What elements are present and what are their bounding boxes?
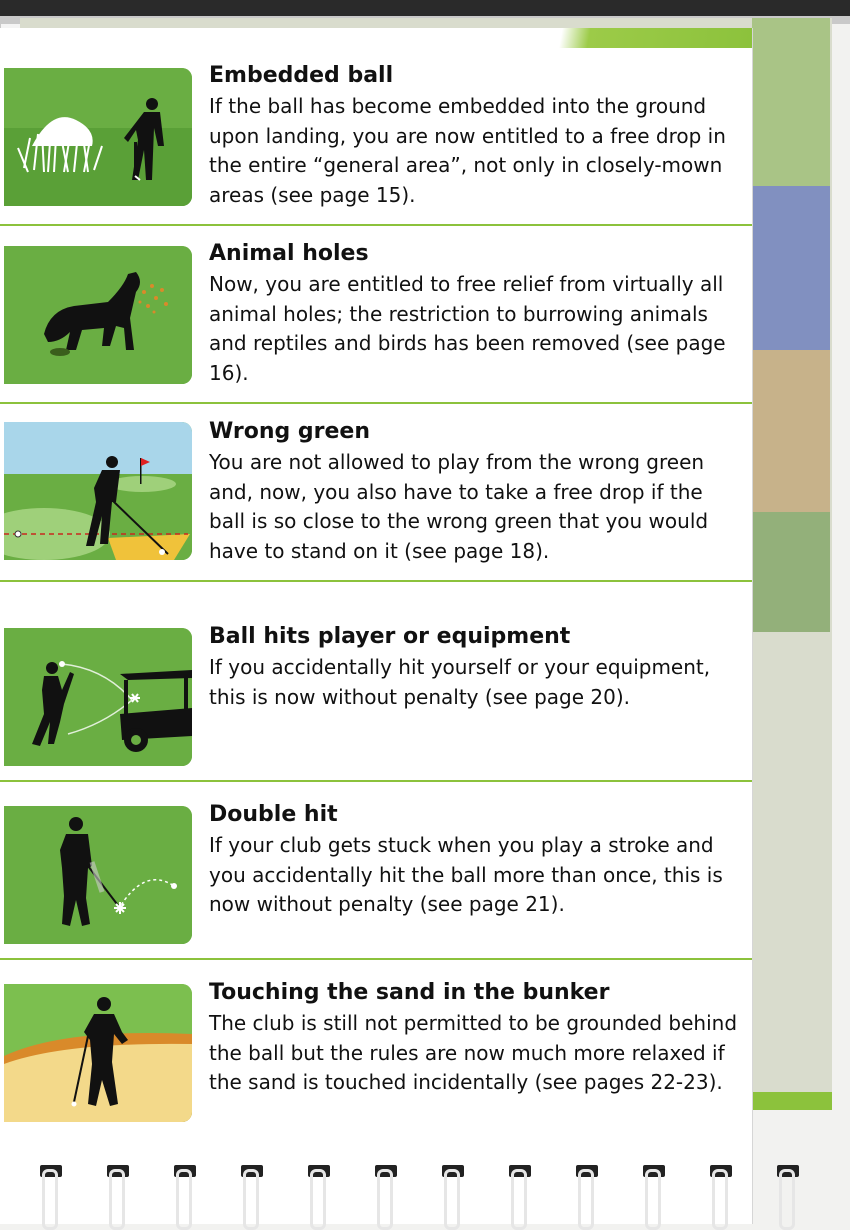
binding-ring bbox=[438, 1165, 466, 1224]
binding-ring bbox=[103, 1165, 131, 1224]
rule-entry-embedded-ball bbox=[0, 48, 752, 226]
entry-text: If your club gets stuck when you play a stroke and you accidentally hit the ball more than once, this is now without penalty (see page 21). bbox=[209, 833, 723, 916]
entry-text: If the ball has become embedded into the ground upon landing, you are now entitled to a free drop in the entire “general area”, not only in closely-mown areas (see page 15). bbox=[209, 94, 726, 207]
embedded-ball-icon bbox=[4, 68, 192, 206]
rule-entry-animal-holes bbox=[0, 226, 752, 404]
binding-ring bbox=[572, 1165, 600, 1224]
section-tab-blue[interactable] bbox=[752, 186, 830, 350]
section-tab-tan[interactable] bbox=[752, 350, 830, 512]
wrong-green-icon bbox=[4, 422, 192, 560]
binding-ring bbox=[36, 1165, 64, 1224]
entry-title: Double hit bbox=[209, 802, 338, 827]
animal-hole-icon bbox=[4, 246, 192, 384]
entry-text: Now, you are entitled to free relief from virtually all animal holes; the restriction to burrowing animals and reptiles and birds has been removed (see page 16). bbox=[209, 272, 726, 385]
binding-ring bbox=[773, 1165, 801, 1224]
rule-entry-bunker-sand bbox=[0, 960, 752, 1138]
entry-text: You are not allowed to play from the wrong green and, now, you also have to take a free drop if the ball is so close to the wrong green that you would have to stand on it (see page 18). bbox=[209, 450, 709, 563]
entry-title: Ball hits player or equipment bbox=[209, 624, 571, 649]
ball-hits-player-icon bbox=[4, 628, 192, 766]
entry-text: The club is still not permitted to be grounded behind the ball but the rules are now much more relaxed if the sand is touched incidentally (see pages 22-23). bbox=[209, 1011, 738, 1094]
double-hit-icon bbox=[4, 806, 192, 944]
page-corner-accent bbox=[520, 28, 752, 48]
rule-entry-ball-hits-player bbox=[0, 604, 752, 782]
binding-ring bbox=[505, 1165, 533, 1224]
section-tab-green[interactable] bbox=[752, 18, 830, 186]
top-shadow-bar bbox=[0, 0, 850, 16]
binding-ring bbox=[706, 1165, 734, 1224]
binding-ring bbox=[237, 1165, 265, 1224]
binding-ring bbox=[170, 1165, 198, 1224]
entry-title: Embedded ball bbox=[209, 63, 394, 88]
binding-ring bbox=[304, 1165, 332, 1224]
binding-ring bbox=[639, 1165, 667, 1224]
back-page-green-edge bbox=[752, 1092, 832, 1110]
binding-ring bbox=[371, 1165, 399, 1224]
rule-entry-double-hit bbox=[0, 782, 752, 960]
bunker-sand-icon bbox=[4, 984, 192, 1122]
rule-entry-wrong-green bbox=[0, 404, 752, 582]
entry-title: Animal holes bbox=[209, 241, 369, 266]
entry-title: Wrong green bbox=[209, 419, 371, 444]
entry-title: Touching the sand in the bunker bbox=[209, 980, 610, 1005]
section-tab-olive[interactable] bbox=[752, 512, 830, 632]
entry-text: If you accidentally hit yourself or your equipment, this is now without penalty (see page 20). bbox=[209, 655, 711, 709]
